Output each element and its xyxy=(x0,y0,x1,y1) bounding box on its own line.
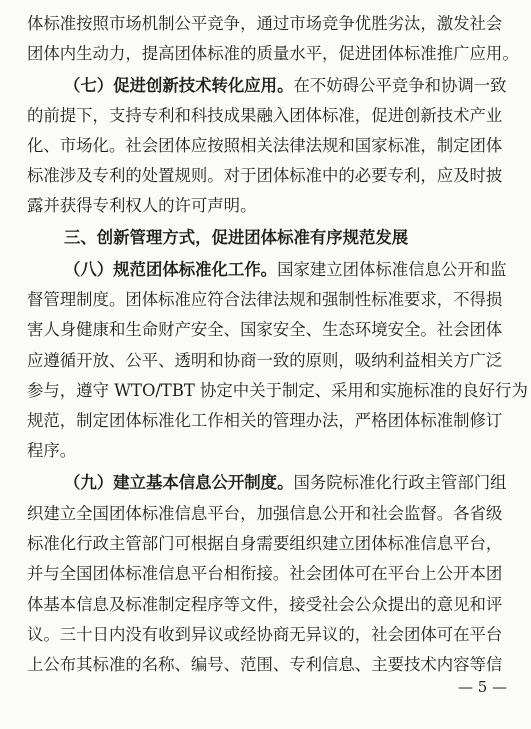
text-line-10: 害人身健康和生命财产安全、国家安全、生态环境安全。社会团体 xyxy=(27,320,503,339)
heading-8: （八）规范团体标准化工作。 xyxy=(64,260,278,279)
text-line-1: 体标准按照市场机制公平竞争，通过市场竞争优胜劣汰，激发社会 xyxy=(27,14,503,33)
text-line-20: 议。三十日内没有收到异议或经协商无异议的，社会团体可在平台 xyxy=(27,625,503,644)
text-line-16: 织建立全国团体标准信息平台，加强信息公开和社会监督。各省级 xyxy=(27,504,503,523)
heading-9: （九）建立基本信息公开制度。 xyxy=(64,473,294,492)
text-line-12: 参与，遵守 WTO/TBT 协定中关于制定、采用和实施标准的良好行为 xyxy=(27,381,528,400)
section-heading-3: 三、创新管理方式，促进团体标准有序规范发展 xyxy=(64,228,409,247)
text-line-13: 规范，制定团体标准化工作相关的管理办法，严格团体标准制修订 xyxy=(27,411,503,430)
text-line-17: 标准化行政主管部门可根据自身需要组织建立团体标准信息平台， xyxy=(27,534,503,553)
text-line-15: 国务院标准化行政主管部门组 xyxy=(293,473,507,492)
text-line-18: 并与全国团体标准信息平台相衔接。社会团体可在平台上公开本团 xyxy=(27,564,503,583)
text-line-11: 应遵循开放、公平、透明和协商一致的原则，吸纳利益相关方广泛 xyxy=(27,351,503,370)
text-line-19: 体基本信息及标准制定程序等文件，接受社会公众提出的意见和评 xyxy=(27,595,503,614)
text-line-6: 标准涉及专利的处置规则。对于团体标准中的必要专利，应及时披 xyxy=(27,166,503,185)
text-line-9: 督管理制度。团体标准应符合法律法规和强制性标准要求，不得损 xyxy=(27,290,503,309)
heading-7: （七）促进创新技术转化应用。 xyxy=(64,76,294,95)
text-line-7: 露并获得专利权人的许可声明。 xyxy=(27,196,257,215)
text-line-5: 化、市场化。社会团体应按照相关法律法规和国家标准，制定团体 xyxy=(27,136,503,155)
text-line-2: 团体内生动力，提高团体标准的质量水平，促进团体标准推广应用。 xyxy=(27,44,519,63)
paragraph-8-first-line xyxy=(64,258,531,282)
text-line-8: 国家建立团体标准信息公开和监 xyxy=(277,260,507,279)
text-line-14: 程序。 xyxy=(27,441,77,460)
text-line-21: 上公布其标准的名称、编号、范围、专利信息、主要技术内容等信 xyxy=(27,655,503,674)
paragraph-7-first-line xyxy=(64,74,531,98)
paragraph-9-first-line xyxy=(64,471,531,495)
text-line-4: 的前提下，支持专利和科技成果融入团体标准，促进创新技术产业 xyxy=(27,106,503,125)
page-number: — 5 — xyxy=(458,678,508,696)
text-line-3: 在不妨碍公平竞争和协调一致 xyxy=(293,76,507,95)
